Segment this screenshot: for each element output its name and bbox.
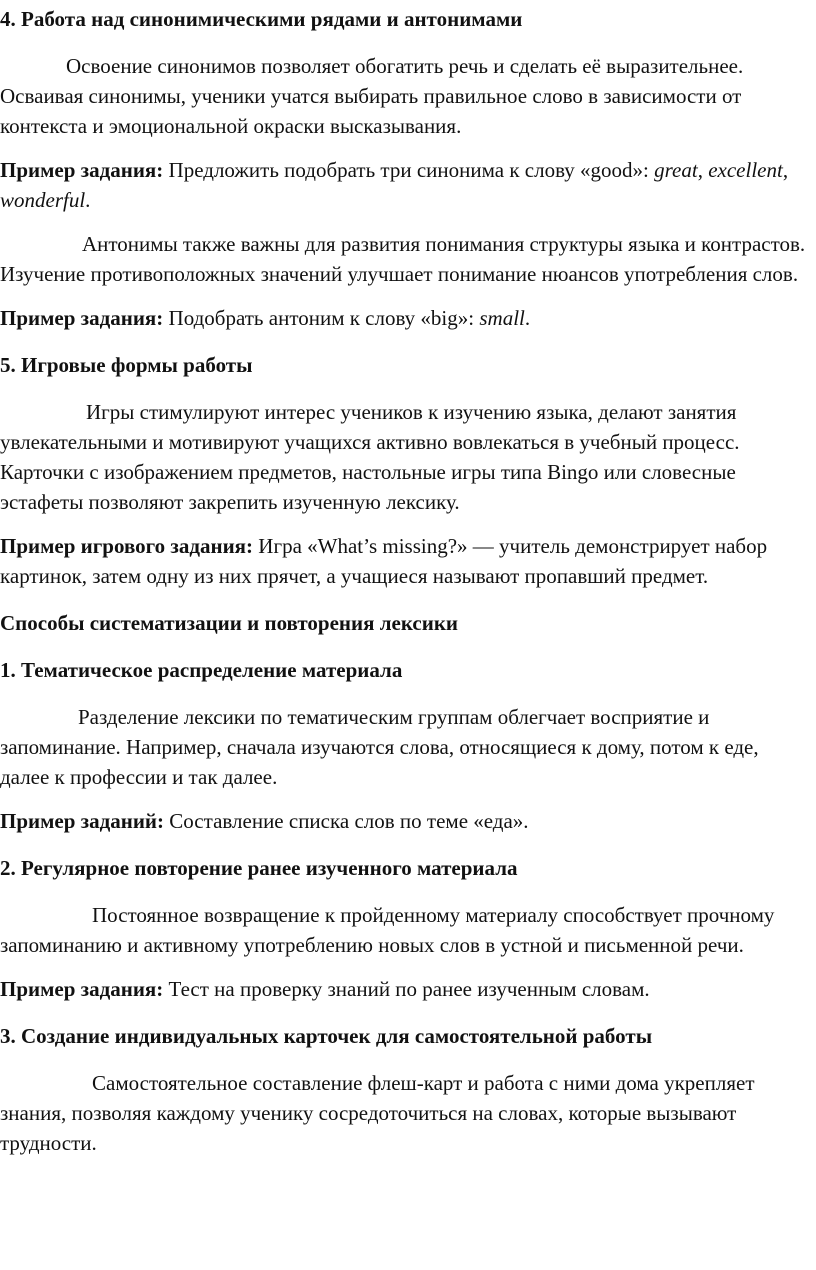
systematization-heading: Способы систематизации и повторения лексики <box>0 611 459 635</box>
synonyms-example: Пример задания: Предложить подобрать три синонима к слову «good»: great, excellent, wonderful. <box>0 158 789 212</box>
repetition-example <box>0 974 816 1004</box>
example-label: Пример заданий: <box>0 809 165 833</box>
thematic-example <box>0 806 816 836</box>
example-label: Пример задания: <box>0 158 164 182</box>
repetition-paragraph: Постоянное возвращение к пройденному материалу способствует прочному запоминанию и активному употреблению новых слов в устной и письменной речи. <box>0 903 775 957</box>
example-text: Составление списка слов по теме «еда». <box>164 809 529 833</box>
subsection-1-heading: 1. Тематическое распределение материала <box>0 658 403 682</box>
antonyms-example: Пример задания: Подобрать антоним к слову «big»: small. <box>0 306 531 330</box>
section-5-heading: 5. Игровые формы работы <box>0 353 253 377</box>
example-text: Тест на проверку знаний по ранее изученным словам. <box>163 977 650 1001</box>
synonym-word-3: wonderful <box>0 188 86 212</box>
games-paragraph: Игры стимулируют интерес учеников к изучению языка, делают занятия увлекательными и мотивируют учащихся активно вовлекаться в учебный процесс. Карточки с изображением предметов, настольные игры типа Bingo или словесные эстафеты позволяют закрепить изученную лексику. <box>0 400 740 514</box>
example-label: Пример задания: <box>0 977 164 1001</box>
synonyms-paragraph: Освоение синонимов позволяет обогатить речь и сделать её выразительнее. Осваивая синонимы, ученики учатся выбирать правильное слово в зависимости от контекста и эмоциональной окраски высказывания. <box>0 54 744 138</box>
flashcards-paragraph: Самостоятельное составление флеш-карт и работа с ними дома укрепляет знания, позволяя каждому ученику сосредоточиться на словах, которые вызывают трудности. <box>0 1071 755 1155</box>
synonym-word-2: excellent <box>708 158 783 182</box>
antonym-word: small <box>479 306 525 330</box>
game-example <box>0 531 790 591</box>
example-text: Предложить подобрать три синонима к слову «good»: <box>163 158 655 182</box>
subsection-3-heading: 3. Создание индивидуальных карточек для самостоятельной работы <box>0 1024 653 1048</box>
example-label: Пример игрового задания: <box>0 534 254 558</box>
example-text: Игра «What’s missing?» — учитель демонстрирует набор картинок, затем одну из них прячет, а учащиеся называют пропавший предмет. <box>0 534 768 588</box>
synonym-word-1: great <box>654 158 698 182</box>
thematic-paragraph: Разделение лексики по тематическим группам облегчает восприятие и запоминание. Например, сначала изучаются слова, относящиеся к дому, потом к еде, далее к профессии и так далее. <box>0 705 759 789</box>
subsection-2-heading: 2. Регулярное повторение ранее изученного материала <box>0 856 518 880</box>
section-4-heading: 4. Работа над синонимическими рядами и антонимами <box>0 7 523 31</box>
example-text: Подобрать антоним к слову «big»: <box>163 306 480 330</box>
example-label: Пример задания: <box>0 306 164 330</box>
antonyms-paragraph: Антонимы также важны для развития понимания структуры языка и контрастов. Изучение противоположных значений улучшает понимание нюансов употребления слов. <box>0 232 806 286</box>
